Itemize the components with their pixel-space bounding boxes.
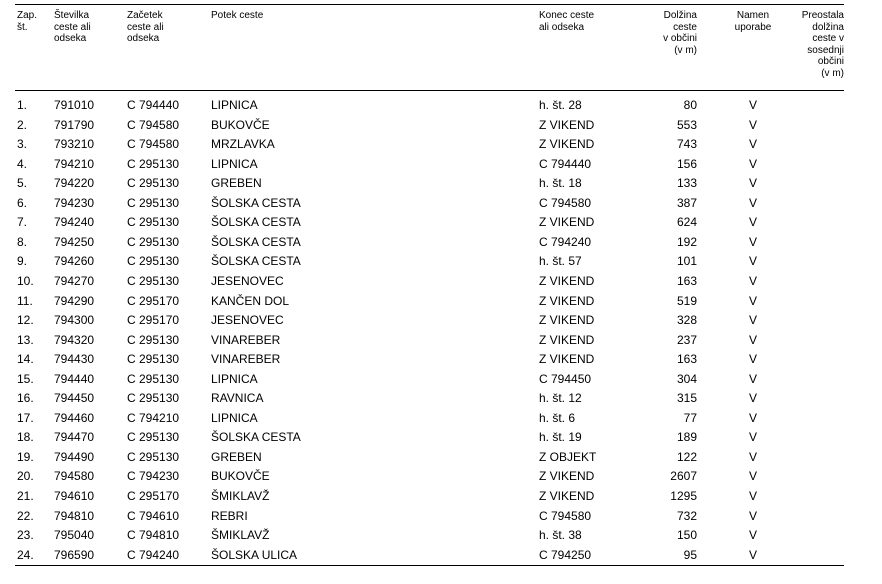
cell-zap: 7. — [17, 215, 28, 230]
cell-namen: V — [748, 273, 757, 288]
cell-zap: 9. — [17, 254, 28, 269]
cell-namen: V — [748, 254, 757, 269]
cell-dolzina: 732 — [676, 508, 697, 523]
cell-namen: V — [748, 410, 757, 425]
cell-stevilka: 795040 — [54, 528, 95, 543]
cell-zap: 2. — [17, 117, 28, 132]
cell-konec: Z VIKEND — [539, 469, 595, 484]
table-row — [15, 489, 844, 509]
cell-konec: h. št. 12 — [539, 391, 582, 406]
cell-zacetek: C 295130 — [127, 449, 180, 464]
cell-potek: ŠOLSKA CESTA — [211, 215, 301, 230]
cell-stevilka: 791790 — [54, 117, 95, 132]
cell-zap: 17. — [17, 410, 34, 425]
cell-zap: 18. — [17, 430, 34, 445]
cell-potek: ŠOLSKA CESTA — [211, 234, 301, 249]
cell-stevilka: 794490 — [54, 449, 95, 464]
table-row — [15, 215, 844, 235]
cell-namen: V — [748, 547, 757, 562]
cell-stevilka: 794230 — [54, 195, 95, 210]
cell-konec: C 794450 — [539, 371, 592, 386]
table-row — [15, 528, 844, 548]
cell-namen: V — [748, 313, 757, 328]
cell-konec: C 794240 — [539, 234, 592, 249]
cell-konec: h. št. 18 — [539, 176, 582, 191]
cell-potek: JESENOVEC — [211, 273, 284, 288]
col-header-namen: Namen uporabe — [734, 10, 772, 33]
cell-potek: ŠMIKLAVŽ — [211, 489, 270, 503]
cell-stevilka: 794300 — [54, 313, 95, 328]
cell-dolzina: 519 — [676, 293, 697, 308]
cell-namen: V — [748, 234, 757, 249]
cell-zacetek: C 794240 — [127, 547, 180, 562]
cell-zap: 16. — [17, 391, 34, 406]
table-row — [15, 118, 844, 138]
table-bottom-rule — [15, 565, 844, 566]
cell-konec: h. št. 19 — [539, 430, 582, 445]
cell-zap: 19. — [17, 449, 34, 464]
cell-dolzina: 304 — [676, 371, 697, 386]
cell-stevilka: 794250 — [54, 234, 95, 249]
table-top-rule — [15, 4, 844, 5]
table-row — [15, 313, 844, 333]
cell-dolzina: 77 — [683, 410, 697, 425]
table-row — [15, 450, 844, 470]
cell-namen: V — [748, 508, 757, 523]
cell-zap: 1. — [17, 98, 28, 112]
cell-stevilka: 794610 — [54, 489, 95, 503]
cell-stevilka: 794470 — [54, 430, 95, 445]
table-row — [15, 274, 844, 294]
cell-zacetek: C 295130 — [127, 156, 180, 171]
cell-zacetek: C 794810 — [127, 528, 180, 543]
cell-stevilka: 794270 — [54, 273, 95, 288]
cell-stevilka: 793210 — [54, 137, 95, 152]
cell-dolzina: 1295 — [670, 489, 697, 503]
cell-zap: 13. — [17, 332, 34, 347]
cell-stevilka: 794220 — [54, 176, 95, 191]
cell-potek: JESENOVEC — [211, 313, 284, 328]
cell-potek: KANČEN DOL — [211, 293, 290, 308]
cell-namen: V — [748, 137, 757, 152]
cell-zap: 14. — [17, 352, 34, 367]
cell-zacetek: C 295130 — [127, 332, 180, 347]
cell-dolzina: 189 — [676, 430, 697, 445]
cell-zacetek: C 794580 — [127, 117, 180, 132]
cell-zacetek: C 295130 — [127, 176, 180, 191]
cell-dolzina: 150 — [676, 528, 697, 543]
cell-stevilka: 794440 — [54, 371, 95, 386]
table-row — [15, 294, 844, 314]
cell-dolzina: 315 — [676, 391, 697, 406]
col-header-konec: Konec ceste ali odseka — [539, 10, 595, 33]
cell-dolzina: 95 — [683, 547, 697, 562]
table-row — [15, 469, 844, 489]
col-header-stevilka: Številka ceste ali odseka — [54, 10, 91, 44]
table-row — [15, 352, 844, 372]
cell-zap: 21. — [17, 489, 34, 503]
col-header-zacetek: Začetek ceste ali odseka — [127, 10, 164, 44]
cell-dolzina: 80 — [683, 98, 697, 112]
cell-zacetek: C 295130 — [127, 215, 180, 230]
cell-namen: V — [748, 215, 757, 230]
cell-namen: V — [748, 371, 757, 386]
cell-stevilka: 796590 — [54, 547, 95, 562]
cell-dolzina: 743 — [676, 137, 697, 152]
cell-konec: C 794440 — [539, 156, 592, 171]
cell-potek: ŠOLSKA ULICA — [211, 547, 298, 562]
cell-potek: LIPNICA — [211, 156, 258, 171]
cell-potek: LIPNICA — [211, 410, 258, 425]
cell-namen: V — [748, 195, 757, 210]
cell-konec: h. št. 57 — [539, 254, 582, 269]
cell-namen: V — [748, 528, 757, 543]
cell-konec: Z VIKEND — [539, 215, 595, 230]
cell-namen: V — [748, 176, 757, 191]
col-header-dolzina: Dolžina ceste v občini (v m) — [663, 10, 697, 56]
cell-dolzina: 553 — [676, 117, 697, 132]
cell-stevilka: 794580 — [54, 469, 95, 484]
cell-zap: 6. — [17, 195, 28, 210]
cell-konec: h. št. 38 — [539, 528, 582, 543]
cell-stevilka: 794210 — [54, 156, 95, 171]
cell-zacetek: C 295130 — [127, 352, 180, 367]
cell-zap: 4. — [17, 156, 28, 171]
cell-konec: Z VIKEND — [539, 352, 595, 367]
cell-zap: 12. — [17, 313, 34, 328]
cell-potek: ŠOLSKA CESTA — [211, 254, 301, 269]
cell-zacetek: C 295170 — [127, 293, 180, 308]
cell-konec: Z VIKEND — [539, 313, 595, 328]
cell-namen: V — [748, 469, 757, 484]
col-header-preostala: Preostala dolžina ceste v sosednji občini (v m) — [801, 10, 844, 79]
cell-dolzina: 133 — [676, 176, 697, 191]
cell-zacetek: C 794230 — [127, 469, 180, 484]
cell-dolzina: 2607 — [670, 469, 697, 484]
cell-dolzina: 387 — [676, 195, 697, 210]
cell-potek: VINAREBER — [211, 352, 281, 367]
cell-dolzina: 624 — [676, 215, 697, 230]
cell-namen: V — [748, 430, 757, 445]
cell-konec: Z VIKEND — [539, 137, 595, 152]
cell-dolzina: 328 — [676, 313, 697, 328]
cell-zacetek: C 794210 — [127, 410, 180, 425]
cell-zacetek: C 295130 — [127, 430, 180, 445]
cell-namen: V — [748, 98, 757, 112]
table-row — [15, 411, 844, 431]
cell-potek: GREBEN — [211, 176, 262, 191]
cell-dolzina: 237 — [676, 332, 697, 347]
table-row — [15, 137, 844, 157]
cell-konec: h. št. 6 — [539, 410, 576, 425]
table-row — [15, 391, 844, 411]
cell-namen: V — [748, 489, 757, 503]
cell-zacetek: C 295170 — [127, 313, 180, 328]
cell-namen: V — [748, 332, 757, 347]
cell-stevilka: 794430 — [54, 352, 95, 367]
cell-zacetek: C 794580 — [127, 137, 180, 152]
cell-dolzina: 163 — [676, 352, 697, 367]
cell-zacetek: C 794440 — [127, 98, 180, 112]
cell-zap: 3. — [17, 137, 28, 152]
cell-konec: h. št. 28 — [539, 98, 582, 112]
cell-stevilka: 794810 — [54, 508, 95, 523]
cell-zacetek: C 295130 — [127, 391, 180, 406]
cell-potek: ŠOLSKA CESTA — [211, 195, 301, 210]
cell-zap: 24. — [17, 547, 34, 562]
table-row — [15, 98, 844, 118]
cell-namen: V — [748, 449, 757, 464]
cell-zap: 15. — [17, 371, 34, 386]
cell-zap: 23. — [17, 528, 34, 543]
cell-konec: Z VIKEND — [539, 332, 595, 347]
cell-dolzina: 192 — [676, 234, 697, 249]
cell-dolzina: 163 — [676, 273, 697, 288]
cell-potek: RAVNICA — [211, 391, 264, 406]
cell-dolzina: 101 — [676, 254, 697, 269]
cell-konec: Z VIKEND — [539, 273, 595, 288]
cell-stevilka: 791010 — [54, 98, 95, 112]
cell-stevilka: 794240 — [54, 215, 95, 230]
cell-konec: Z OBJEKT — [539, 449, 597, 464]
cell-zacetek: C 295170 — [127, 489, 180, 503]
cell-zap: 22. — [17, 508, 34, 523]
cell-konec: Z VIKEND — [539, 293, 595, 308]
cell-stevilka: 794460 — [54, 410, 95, 425]
table-row — [15, 372, 844, 392]
col-header-zap: Zap. št. — [17, 10, 38, 33]
cell-zap: 11. — [17, 293, 33, 308]
cell-potek: LIPNICA — [211, 371, 258, 386]
cell-potek: BUKOVČE — [211, 117, 270, 132]
table-row — [15, 196, 844, 216]
cell-konec: C 794580 — [539, 508, 592, 523]
cell-zacetek: C 295130 — [127, 195, 180, 210]
table-row — [15, 254, 844, 274]
cell-namen: V — [748, 293, 757, 308]
cell-konec: Z VIKEND — [539, 117, 595, 132]
cell-namen: V — [748, 156, 757, 171]
cell-dolzina: 122 — [676, 449, 697, 464]
cell-potek: GREBEN — [211, 449, 262, 464]
cell-zacetek: C 295130 — [127, 254, 180, 269]
cell-zap: 20. — [17, 469, 34, 484]
col-header-potek: Potek ceste — [211, 10, 264, 21]
cell-stevilka: 794450 — [54, 391, 95, 406]
cell-zacetek: C 295130 — [127, 273, 180, 288]
cell-stevilka: 794290 — [54, 293, 95, 308]
cell-zap: 5. — [17, 176, 28, 191]
cell-stevilka: 794320 — [54, 332, 95, 347]
cell-potek: VINAREBER — [211, 332, 281, 347]
cell-zacetek: C 295130 — [127, 371, 180, 386]
cell-zap: 10. — [17, 273, 34, 288]
cell-zacetek: C 794610 — [127, 508, 180, 523]
cell-namen: V — [748, 117, 757, 132]
cell-namen: V — [748, 352, 757, 367]
table-row — [15, 176, 844, 196]
cell-konec: Z VIKEND — [539, 489, 595, 503]
header-bottom-rule — [15, 90, 844, 91]
cell-konec: C 794580 — [539, 195, 592, 210]
cell-potek: ŠOLSKA CESTA — [211, 430, 301, 445]
cell-konec: C 794250 — [539, 547, 592, 562]
table-row — [15, 333, 844, 353]
cell-potek: BUKOVČE — [211, 469, 270, 484]
cell-zap: 8. — [17, 234, 28, 249]
cell-zacetek: C 295130 — [127, 234, 180, 249]
cell-namen: V — [748, 391, 757, 406]
table-row — [15, 157, 844, 177]
cell-potek: LIPNICA — [211, 98, 258, 112]
cell-potek: REBRI — [211, 508, 248, 523]
table-row — [15, 430, 844, 450]
table-row — [15, 509, 844, 529]
cell-dolzina: 156 — [676, 156, 697, 171]
cell-potek: MRZLAVKA — [211, 137, 275, 152]
cell-stevilka: 794260 — [54, 254, 95, 269]
table-row — [15, 235, 844, 255]
cell-potek: ŠMIKLAVŽ — [211, 528, 270, 543]
